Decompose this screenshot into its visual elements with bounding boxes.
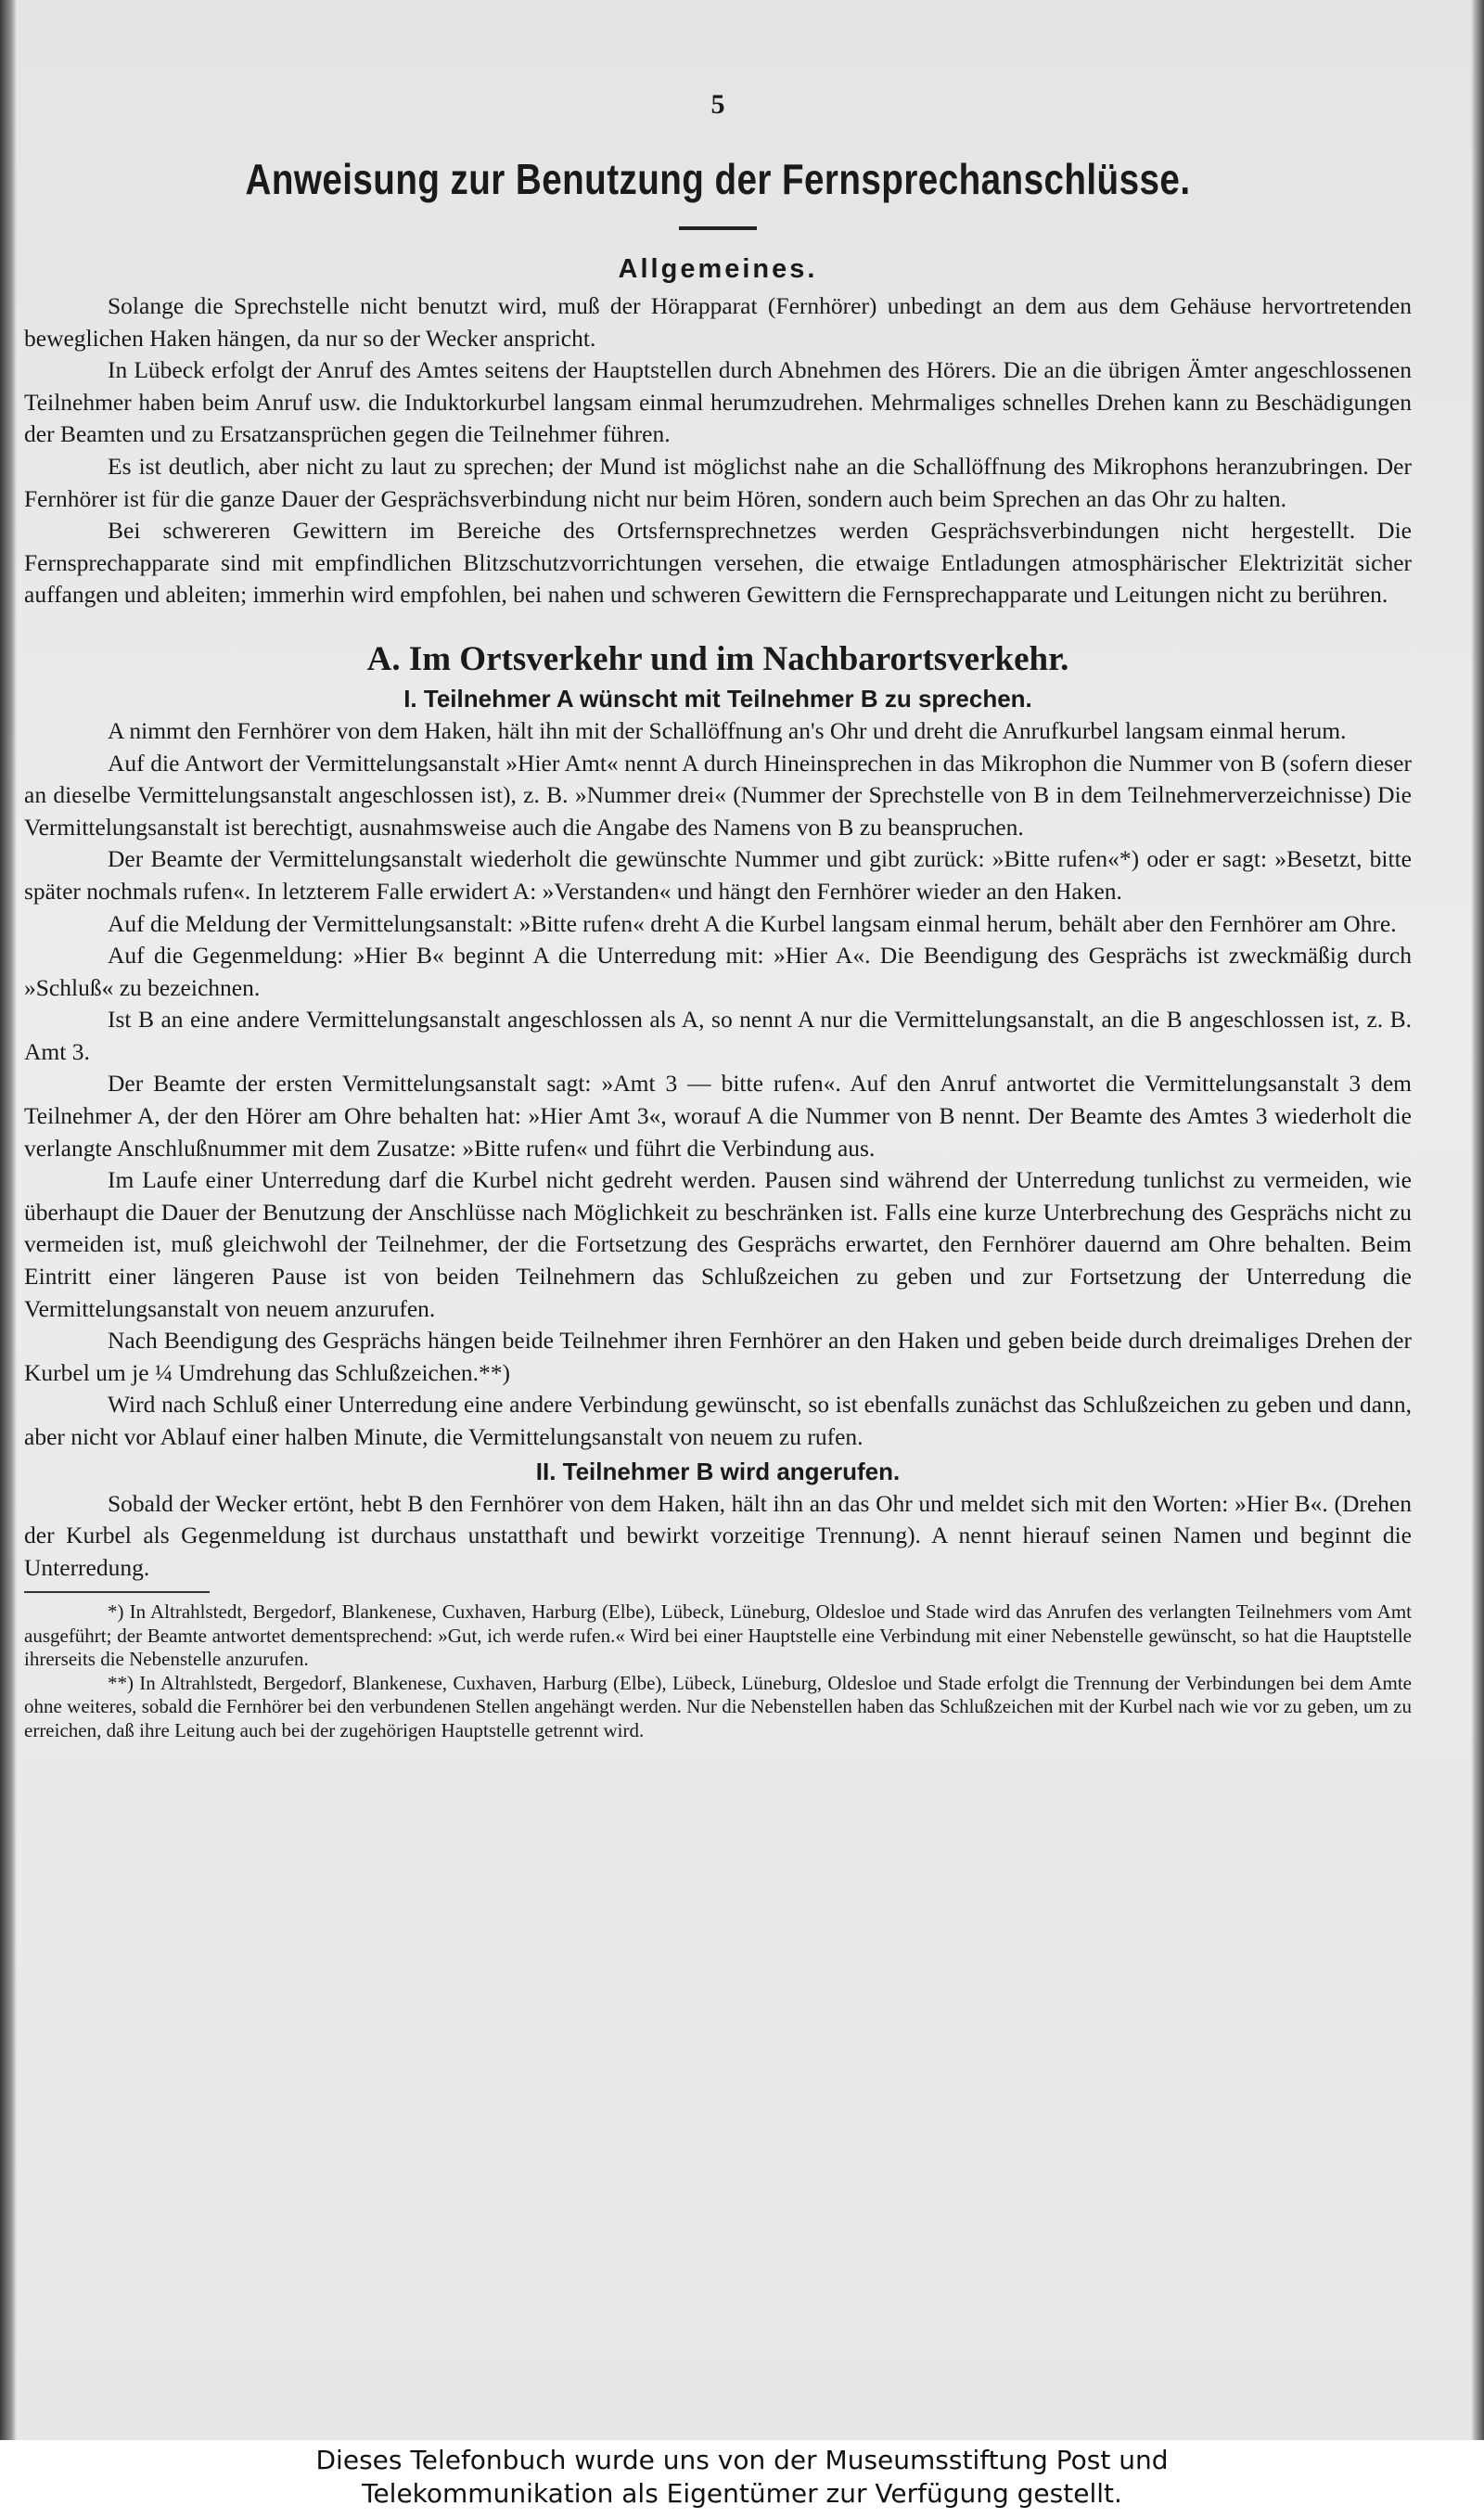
footnote: *) In Altrahlstedt, Bergedorf, Blankenese, Cuxhaven, Harburg (Elbe), Lübeck, Lüneburg, Oldesloe und Stade wird das Anrufen des verlangten Teilnehmers vom Amt ausgeführt; der Beamte antwortet dementsprechend: »Gut, ich werde rufen.« Wird bei einer Hauptstelle eine Verbindung mit einer Nebenstelle gewünscht, so hat die Hauptstelle ihrerseits die Nebenstelle anzurufen. [24,1600,1412,1671]
page-title: Anweisung zur Benutzung der Fernsprechanschlüsse. [245,155,1191,203]
section-heading-a: A. Im Ortsverkehr und im Nachbarortsverkehr. [366,639,1069,678]
page-number: 5 [710,89,725,120]
section-heading-general: Allgemeines. [618,254,818,284]
caption-line: Dieses Telefonbuch wurde uns von der Museumsstiftung Post und [315,2445,1169,2475]
paragraph: In Lübeck erfolgt der Anruf des Amtes seitens der Hauptstellen durch Abnehmen des Hörers. Die an die übrigen Ämter angeschlossenen Teilnehmer haben beim Anruf usw. die Induktorkurbel langsam einmal herumzudrehen. Mehrmaliges schnelles Drehen kann zu Beschädigungen der Beamten und zu Ersatzansprüchen gegen die Teilnehmer führen. [24,356,1412,448]
subsection-heading-2: II. Teilnehmer B wird angerufen. [535,1457,901,1485]
paragraph: Auf die Meldung der Vermittelungsanstalt: »Bitte rufen« dreht A die Kurbel langsam einmal herum, behält aber den Fernhörer am Ohre. [108,909,1397,937]
paragraph: Der Beamte der Vermittelungsanstalt wiederholt die gewünschte Nummer und gibt zurück: »Bitte rufen«*) oder er sagt: »Besetzt, bitte später nochmals rufen«. In letzterem Falle erwidert A: »Verstanden« und hängt den Fernhörer wieder an den Haken. [24,845,1412,905]
paragraph: Auf die Gegenmeldung: »Hier B« beginnt A die Unterredung mit: »Hier A«. Die Beendigung des Gesprächs ist zweckmäßig durch »Schluß« zu bezeichnen. [24,942,1412,1001]
caption-line: Telekommunikation als Eigentümer zur Verfügung gestellt. [362,2478,1122,2509]
paragraph: A nimmt den Fernhörer von dem Haken, hält ihn mit der Schallöffnung an's Ohr und dreht die Anrufkurbel langsam einmal herum. [108,716,1347,744]
paragraph: Auf die Antwort der Vermittelungsanstalt »Hier Amt« nennt A durch Hineinsprechen in das Mikrophon die Nummer von B (sofern dieser an dieselbe Vermittelungsanstalt angeschlossen ist), z. B. »Nummer drei« (Nummer der Sprechstelle von B in dem Teilnehmerverzeichnisse) Die Vermittelungsanstalt ist berechtigt, ausnahmsweise auch die Angabe des Namens von B zu beanspruchen. [24,749,1412,841]
footnote: **) In Altrahlstedt, Bergedorf, Blankenese, Cuxhaven, Harburg (Elbe), Lübeck, Lüneburg, Oldesloe und Stade erfolgt die Trennung der Verbindungen bei dem Amte ohne weiteres, sobald die Fernhörer bei den verbundenen Stellen angehängt werden. Nur die Nebenstellen haben das Schlußzeichen mit der Kurbel nach wie vor zu geben, um zu erreichen, daß ihre Leitung auch bei der zugehörigen Hauptstelle getrennt wird. [24,1671,1412,1741]
footnotes [24,1591,1412,1742]
paragraph: Wird nach Schluß einer Unterredung eine andere Verbindung gewünscht, so ist ebenfalls zunächst das Schlußzeichen zu geben und dann, aber nicht vor Ablauf einer halben Minute, die Vermittelungsanstalt von neuem zu rufen. [24,1391,1412,1450]
paragraph: Sobald der Wecker ertönt, hebt B den Fernhörer von dem Haken, hält ihn an das Ohr und meldet sich mit den Worten: »Hier B«. (Drehen der Kurbel als Gegenmeldung ist durchaus unstatthaft und bewirkt vorzeitige Trennung). A nennt hierauf seinen Namen und beginnt die Unterredung. [24,1489,1412,1581]
paragraph: Nach Beendigung des Gesprächs hängen beide Teilnehmer ihren Fernhörer an den Haken und geben beide durch dreimaliges Drehen der Kurbel um je ¼ Umdrehung das Schlußzeichen.**) [24,1327,1412,1386]
paragraph: Der Beamte der ersten Vermittelungsanstalt sagt: »Amt 3 — bitte rufen«. Auf den Anruf antwortet die Vermittelungsanstalt 3 dem Teilnehmer A, der den Hörer am Ohre behalten hat: »Hier Amt 3«, worauf A die Nummer von B nennt. Der Beamte des Amtes 3 wiederholt die verlangte Anschlußnummer mit dem Zusatze: »Bitte rufen« und führt die Verbindung aus. [24,1070,1412,1162]
title-divider [679,226,757,230]
paragraph: Im Laufe einer Unterredung darf die Kurbel nicht gedreht werden. Pausen sind während der Unterredung tunlichst zu vermeiden, wie überhaupt die Dauer der Benutzung der Anschlüsse nach Möglichkeit zu beschränken ist. Falls eine kurze Unterbrechung des Gesprächs nicht zu vermeiden ist, muß gleichwohl der Teilnehmer, der die Fortsetzung des Gesprächs erwartet, den Fernhörer dauernd am Ohre behalten. Beim Eintritt einer längeren Pause ist von beiden Teilnehmern das Schlußzeichen zu geben und zur Fortsetzung der Unterredung die Vermittelungsanstalt von neuem anzurufen. [24,1166,1412,1322]
footnote-divider [24,1591,210,1593]
page-content [24,89,1412,1742]
paragraph: Solange die Sprechstelle nicht benutzt wird, muß der Hörapparat (Fernhörer) unbedingt an dem aus dem Gehäuse hervortretenden beweglichen Haken hängen, da nur so der Wecker anspricht. [24,292,1412,352]
paragraph: Ist B an eine andere Vermittelungsanstalt angeschlossen als A, so nennt A nur die Vermittelungsanstalt, an die B angeschlossen ist, z. B. Amt 3. [24,1006,1412,1065]
image-caption [0,2440,1484,2518]
subsection-heading-1: I. Teilnehmer A wünscht mit Teilnehmer B zu sprechen. [403,684,1032,713]
paragraph: Bei schwereren Gewittern im Bereiche des Ortsfernsprechnetzes werden Gesprächsverbindungen nicht hergestellt. Die Fernsprechapparate sind mit empfindlichen Blitzschutzvorrichtungen versehen, die etwaige Entladungen atmosphärischer Elektrizität sicher auffangen und ableiten; immerhin wird empfohlen, bei nahen und schweren Gewittern die Fernsprechapparate und Leitungen nicht zu berühren. [24,517,1412,609]
paragraph: Es ist deutlich, aber nicht zu laut zu sprechen; der Mund ist möglichst nahe an die Schallöffnung des Mikrophons heranzubringen. Der Fernhörer ist für die ganze Dauer der Gesprächsverbindung nicht nur beim Hören, sondern auch beim Sprechen an das Ohr zu halten. [24,452,1412,512]
